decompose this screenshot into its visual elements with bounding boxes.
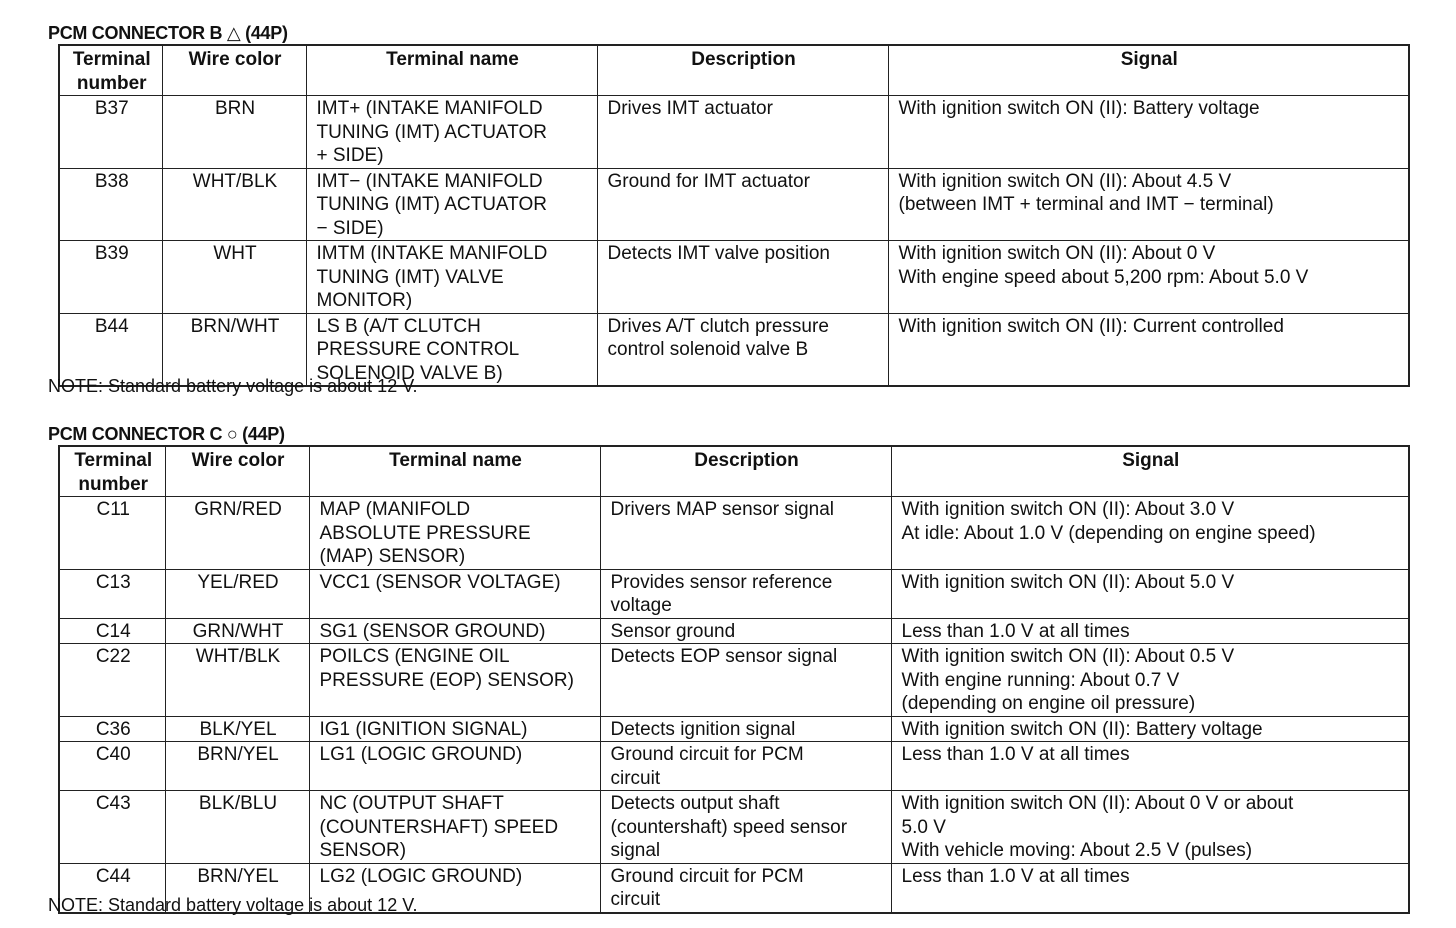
connector-b-title-text: PCM CONNECTOR B bbox=[48, 23, 223, 43]
description: Detects IMT valve position bbox=[597, 241, 888, 314]
triangle-icon: △ bbox=[226, 23, 241, 43]
description: Sensor ground bbox=[600, 618, 891, 644]
header-wire-color: Wire color bbox=[162, 45, 306, 96]
terminal-name: LG1 (LOGIC GROUND) bbox=[309, 742, 600, 791]
wire-color: GRN/WHT bbox=[165, 618, 309, 644]
description: Detects ignition signal bbox=[600, 716, 891, 742]
connector-b-pins: (44P) bbox=[245, 23, 288, 43]
header-terminal-name: Terminal name bbox=[306, 45, 597, 96]
signal: With ignition switch ON (II): Battery voltage bbox=[891, 716, 1409, 742]
terminal-name: SG1 (SENSOR GROUND) bbox=[309, 618, 600, 644]
table-row bbox=[59, 644, 1409, 717]
description: Ground for IMT actuator bbox=[597, 168, 888, 241]
signal: With ignition switch ON (II): About 0.5 V With engine running: About 0.7 V (depending on engine oil pressure) bbox=[891, 644, 1409, 717]
table-row bbox=[59, 742, 1409, 791]
connector-c-note: NOTE: Standard battery voltage is about 12 V. bbox=[48, 895, 418, 915]
table-row bbox=[59, 168, 1409, 241]
description: Drivers MAP sensor signal bbox=[600, 497, 891, 570]
wire-color: WHT/BLK bbox=[162, 168, 306, 241]
description: Drives IMT actuator bbox=[597, 96, 888, 169]
connector-b-note: NOTE: Standard battery voltage is about 12 V. bbox=[48, 376, 418, 396]
signal: With ignition switch ON (II): About 4.5 V (between IMT + terminal and IMT − terminal) bbox=[888, 168, 1409, 241]
connector-b-title bbox=[48, 23, 288, 44]
terminal-name: POILCS (ENGINE OIL PRESSURE (EOP) SENSOR) bbox=[309, 644, 600, 717]
signal: With ignition switch ON (II): About 0 V With engine speed about 5,200 rpm: About 5.0 V bbox=[888, 241, 1409, 314]
wire-color: GRN/RED bbox=[165, 497, 309, 570]
terminal-number: B38 bbox=[59, 168, 162, 241]
table-row bbox=[59, 618, 1409, 644]
terminal-name: MAP (MANIFOLD ABSOLUTE PRESSURE (MAP) SENSOR) bbox=[309, 497, 600, 570]
wire-color: WHT bbox=[162, 241, 306, 314]
table-row bbox=[59, 497, 1409, 570]
wire-color: YEL/RED bbox=[165, 569, 309, 618]
signal: With ignition switch ON (II): About 0 V or about 5.0 V With vehicle moving: About 2.5 V (pulses) bbox=[891, 791, 1409, 864]
signal: With ignition switch ON (II): About 5.0 V bbox=[891, 569, 1409, 618]
connector-c-pins: (44P) bbox=[242, 424, 285, 444]
circle-icon: ○ bbox=[226, 424, 238, 444]
terminal-name: NC (OUTPUT SHAFT (COUNTERSHAFT) SPEED SENSOR) bbox=[309, 791, 600, 864]
wire-color: BRN/YEL bbox=[165, 863, 309, 913]
terminal-number: C36 bbox=[59, 716, 165, 742]
signal: Less than 1.0 V at all times bbox=[891, 742, 1409, 791]
description: Drives A/T clutch pressure control solenoid valve B bbox=[597, 313, 888, 386]
signal: Less than 1.0 V at all times bbox=[891, 863, 1409, 913]
terminal-number: B44 bbox=[59, 313, 162, 386]
terminal-name: IMT+ (INTAKE MANIFOLD TUNING (IMT) ACTUATOR + SIDE) bbox=[306, 96, 597, 169]
header-signal: Signal bbox=[891, 446, 1409, 497]
terminal-number: C13 bbox=[59, 569, 165, 618]
wire-color: BRN bbox=[162, 96, 306, 169]
signal: With ignition switch ON (II): About 3.0 V At idle: About 1.0 V (depending on engine speed) bbox=[891, 497, 1409, 570]
signal: With ignition switch ON (II): Battery voltage bbox=[888, 96, 1409, 169]
connector-b-table bbox=[58, 44, 1410, 387]
description: Ground circuit for PCM circuit bbox=[600, 863, 891, 913]
wire-color: BRN/YEL bbox=[165, 742, 309, 791]
terminal-name: LG2 (LOGIC GROUND) bbox=[309, 863, 600, 913]
header-signal: Signal bbox=[888, 45, 1409, 96]
description: Detects output shaft (countershaft) speed sensor signal bbox=[600, 791, 891, 864]
table-header-row bbox=[59, 45, 1409, 96]
terminal-name: VCC1 (SENSOR VOLTAGE) bbox=[309, 569, 600, 618]
header-description: Description bbox=[597, 45, 888, 96]
terminal-number: B37 bbox=[59, 96, 162, 169]
description: Detects EOP sensor signal bbox=[600, 644, 891, 717]
table-row bbox=[59, 241, 1409, 314]
wire-color: BLK/YEL bbox=[165, 716, 309, 742]
header-terminal-name: Terminal name bbox=[309, 446, 600, 497]
terminal-number: C22 bbox=[59, 644, 165, 717]
header-terminal-number: Terminal number bbox=[59, 45, 162, 96]
header-description: Description bbox=[600, 446, 891, 497]
terminal-number: C14 bbox=[59, 618, 165, 644]
signal: Less than 1.0 V at all times bbox=[891, 618, 1409, 644]
terminal-name: IG1 (IGNITION SIGNAL) bbox=[309, 716, 600, 742]
terminal-number: B39 bbox=[59, 241, 162, 314]
wire-color: BLK/BLU bbox=[165, 791, 309, 864]
terminal-name: LS B (A/T CLUTCH PRESSURE CONTROL SOLENOID VALVE B) bbox=[306, 313, 597, 386]
terminal-number: C11 bbox=[59, 497, 165, 570]
terminal-name: IMT− (INTAKE MANIFOLD TUNING (IMT) ACTUATOR − SIDE) bbox=[306, 168, 597, 241]
terminal-number: C44 bbox=[59, 863, 165, 913]
table-row bbox=[59, 716, 1409, 742]
description: Ground circuit for PCM circuit bbox=[600, 742, 891, 791]
header-wire-color: Wire color bbox=[165, 446, 309, 497]
description: Provides sensor reference voltage bbox=[600, 569, 891, 618]
table-row bbox=[59, 569, 1409, 618]
header-terminal-number: Terminal number bbox=[59, 446, 165, 497]
terminal-name: IMTM (INTAKE MANIFOLD TUNING (IMT) VALVE MONITOR) bbox=[306, 241, 597, 314]
connector-c-title bbox=[48, 424, 285, 445]
wire-color: WHT/BLK bbox=[165, 644, 309, 717]
terminal-number: C43 bbox=[59, 791, 165, 864]
connector-c-table bbox=[58, 445, 1410, 914]
table-header-row bbox=[59, 446, 1409, 497]
wire-color: BRN/WHT bbox=[162, 313, 306, 386]
table-row bbox=[59, 791, 1409, 864]
terminal-number: C40 bbox=[59, 742, 165, 791]
table-row bbox=[59, 96, 1409, 169]
signal: With ignition switch ON (II): Current controlled bbox=[888, 313, 1409, 386]
connector-c-title-text: PCM CONNECTOR C bbox=[48, 424, 223, 444]
